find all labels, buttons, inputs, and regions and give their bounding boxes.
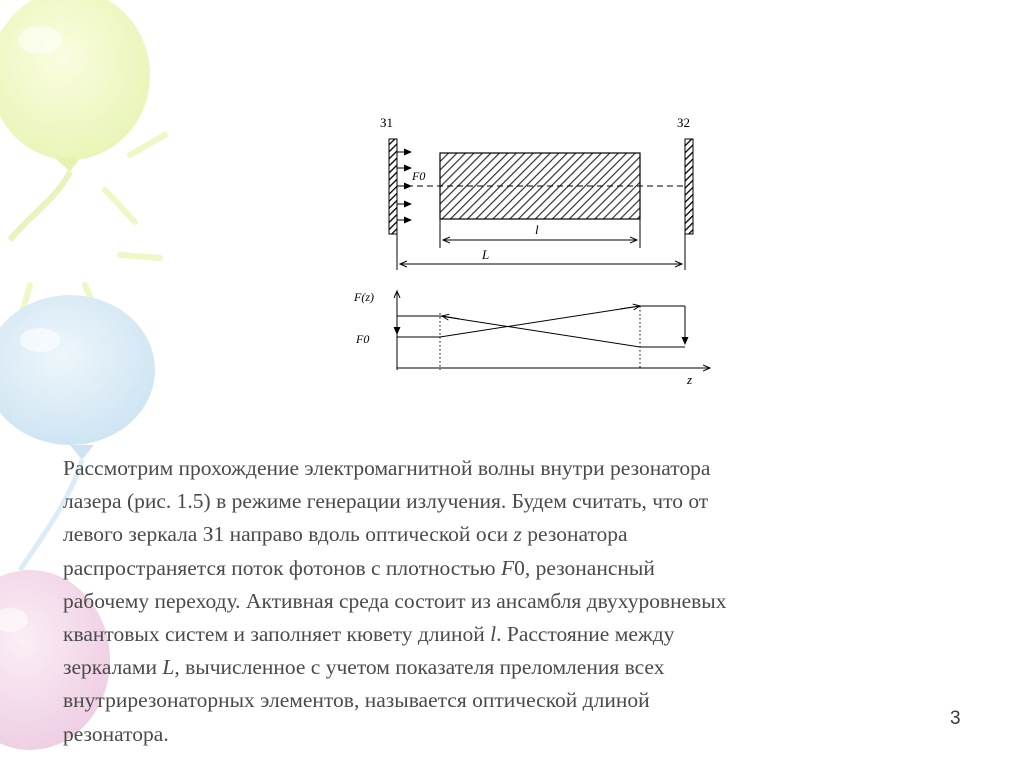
yellow-balloon-icon <box>0 0 150 240</box>
flux-label-graph: F0 <box>356 332 370 346</box>
body-text-fragment: . Расстояние между <box>496 622 675 647</box>
mirror-left-label: З1 <box>380 115 394 130</box>
length-cuvette-dimension <box>440 219 640 248</box>
sun-rays-icon <box>20 135 165 320</box>
body-text-fragment: резонатора. <box>63 721 169 746</box>
y-axis-label: F(z) <box>354 290 374 304</box>
mirror-left <box>389 139 397 234</box>
body-line <box>63 485 963 518</box>
body-italic-symbol: L <box>162 655 175 680</box>
body-line <box>63 618 963 651</box>
body-italic-symbol: z <box>513 522 522 547</box>
body-text-fragment: резонатора <box>521 522 628 547</box>
mirror-right <box>685 139 693 234</box>
cuvette-boundary-lines <box>440 306 640 370</box>
body-text-fragment: квантовых систем и заполняет кювету длиной <box>63 622 491 647</box>
body-text-fragment: Рассмотрим прохождение электромагнитной волны внутри резонатора <box>63 456 711 480</box>
body-italic-symbol: l <box>490 622 497 647</box>
x-axis-label: z <box>687 372 693 387</box>
body-line <box>63 651 963 684</box>
body-line <box>63 684 963 717</box>
body-line <box>63 552 963 585</box>
resonator-diagram <box>340 108 720 393</box>
body-text-fragment: 0, резонансный <box>514 555 655 580</box>
length-cuvette-label: l <box>535 222 539 237</box>
body-text-fragment: левого зеркала З1 направо вдоль оптической оси <box>63 522 514 547</box>
page-number: 3 <box>950 708 961 729</box>
mirror-right-label: З2 <box>677 115 691 130</box>
body-line <box>63 518 963 551</box>
body-text-fragment: внутрирезонаторных элементов, называется оптической длиной <box>63 688 650 713</box>
length-resonator-label: L <box>482 247 490 262</box>
body-text-fragment: распространяется поток фотонов с плотностью <box>63 555 501 580</box>
body-line <box>63 452 963 485</box>
flux-label-top: F0 <box>412 169 426 183</box>
body-paragraph <box>63 452 963 751</box>
body-text-fragment: лазера (рис. 1.5) в режиме генерации излучения. Будем считать, что от <box>63 489 709 514</box>
body-line <box>63 718 963 751</box>
body-text-fragment: зеркалами <box>63 655 163 680</box>
body-text-fragment: рабочему переходу. Активная среда состоит из ансамбля двухуровневых <box>63 588 727 613</box>
body-italic-symbol: F <box>500 555 515 580</box>
body-line <box>63 585 963 618</box>
body-text-fragment: , вычисленное с учетом показателя преломления всех <box>174 655 665 680</box>
